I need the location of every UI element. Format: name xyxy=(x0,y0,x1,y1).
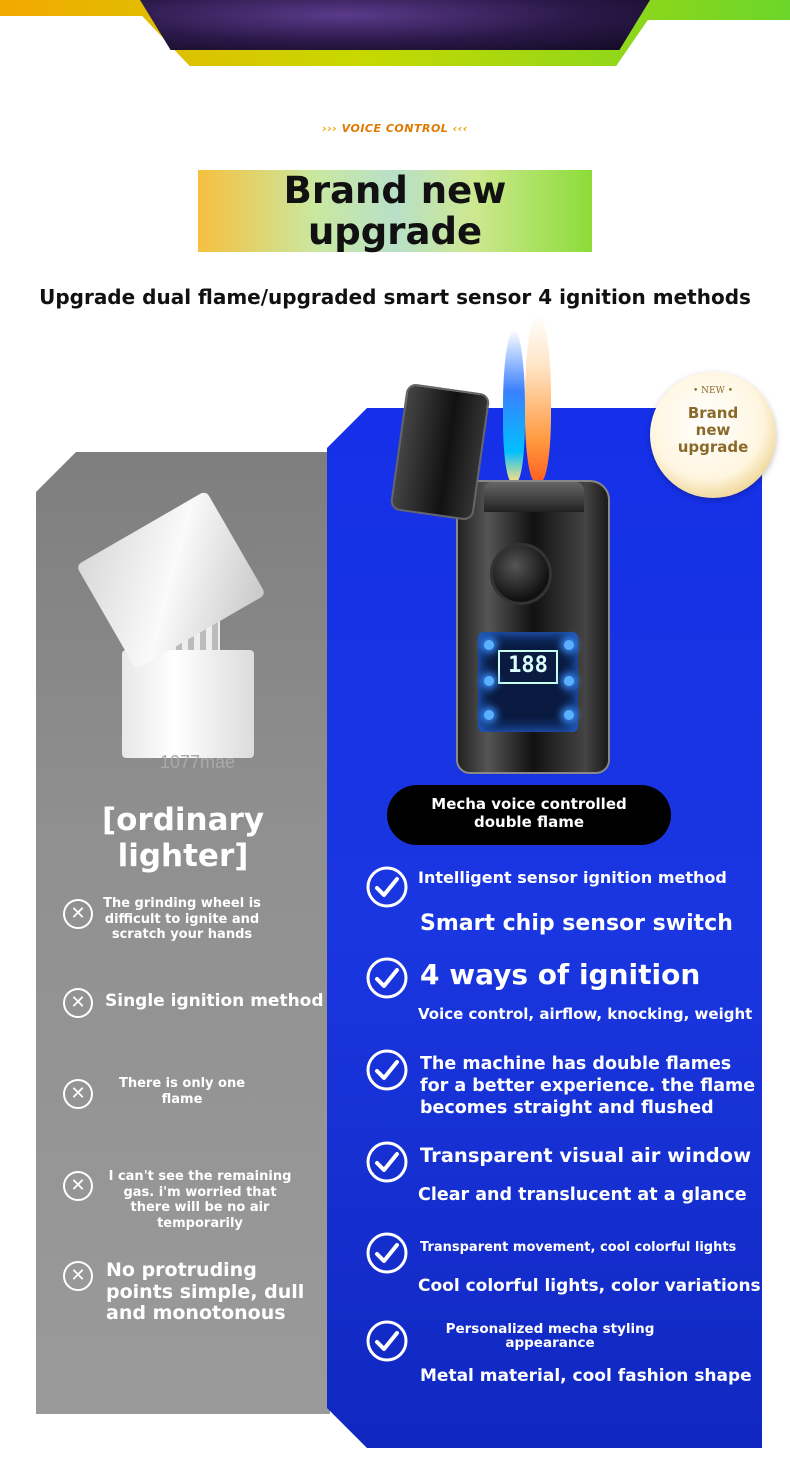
led-light xyxy=(564,710,574,720)
feature-pill-text xyxy=(387,795,671,831)
upgrade-line-1: Brand new xyxy=(283,169,507,212)
check-icon xyxy=(366,957,408,999)
watermark: 1077mae xyxy=(160,752,236,772)
feature-2-title: 4 ways of ignition xyxy=(420,958,701,991)
pill-line-2: double flame xyxy=(473,813,585,831)
ordinary-item-2: Single ignition method xyxy=(105,991,324,1011)
page-subtitle: Upgrade dual flame/upgraded smart sensor 4 ignition methods xyxy=(39,285,751,309)
upgrade-line-2: upgrade xyxy=(307,210,483,253)
ordinary-item-3: There is only one flame xyxy=(118,1076,246,1107)
voice-control-label: VOICE CONTROL xyxy=(341,122,449,135)
ordinary-item-4: I can't see the remaining gas. i'm worried that there will be no air temporarily xyxy=(108,1169,292,1231)
check-icon xyxy=(366,1232,408,1274)
feature-1-desc: Smart chip sensor switch xyxy=(420,911,733,936)
badge-text xyxy=(650,405,776,456)
check-icon xyxy=(366,1141,408,1183)
feature-4-desc: Clear and translucent at a glance xyxy=(418,1185,747,1205)
ordinary-lighter-body xyxy=(122,650,254,758)
screen-digits: 188 xyxy=(498,650,558,684)
badge-line-2: new xyxy=(695,421,731,439)
cross-icon: ✕ xyxy=(63,988,93,1018)
feature-5-title: Transparent movement, cool colorful lights xyxy=(420,1240,737,1255)
badge-line-1: Brand xyxy=(687,404,739,422)
led-light xyxy=(564,676,574,686)
feature-2-desc: Voice control, airflow, knocking, weight xyxy=(418,1005,753,1023)
feature-6-title: Personalized mecha styling appearance xyxy=(445,1321,655,1351)
cross-icon: ✕ xyxy=(63,899,93,929)
cross-icon: ✕ xyxy=(63,1171,93,1201)
arrows-left: ››› xyxy=(322,122,338,135)
top-banner-dark xyxy=(140,0,650,50)
badge-line-3: upgrade xyxy=(677,438,749,456)
led-light xyxy=(484,640,494,650)
voice-control-tag xyxy=(0,122,790,135)
check-icon xyxy=(366,1049,408,1091)
blue-flame xyxy=(503,330,525,482)
arrows-right: ‹‹‹ xyxy=(452,122,468,135)
smart-lighter-button xyxy=(490,543,552,605)
feature-6-desc: Metal material, cool fashion shape xyxy=(420,1366,752,1386)
feature-3-title: The machine has double flames for a better experience. the flame becomes straight and flushed xyxy=(420,1054,756,1118)
smart-lighter-top xyxy=(484,482,584,512)
cross-icon: ✕ xyxy=(63,1079,93,1109)
feature-5-desc: Cool colorful lights, color variations xyxy=(418,1276,761,1296)
feature-4-title: Transparent visual air window xyxy=(420,1144,752,1167)
led-light xyxy=(564,640,574,650)
orange-flame xyxy=(525,314,551,482)
ordinary-lighter-title: [ordinary lighter] xyxy=(101,802,265,874)
ordinary-item-5: No protruding points simple, dull and monotonous xyxy=(106,1259,305,1324)
smart-lighter-lid xyxy=(390,383,491,521)
feature-1-title: Intelligent sensor ignition method xyxy=(418,868,727,887)
upgrade-heading xyxy=(198,170,592,252)
led-light xyxy=(484,676,494,686)
led-light xyxy=(484,710,494,720)
cross-icon: ✕ xyxy=(63,1261,93,1291)
check-icon xyxy=(366,866,408,908)
badge-new-label: • NEW • xyxy=(692,386,734,396)
pill-line-1: Mecha voice controlled xyxy=(431,795,627,813)
check-icon xyxy=(366,1320,408,1362)
ordinary-item-1: The grinding wheel is difficult to ignite and scratch your hands xyxy=(103,896,261,942)
